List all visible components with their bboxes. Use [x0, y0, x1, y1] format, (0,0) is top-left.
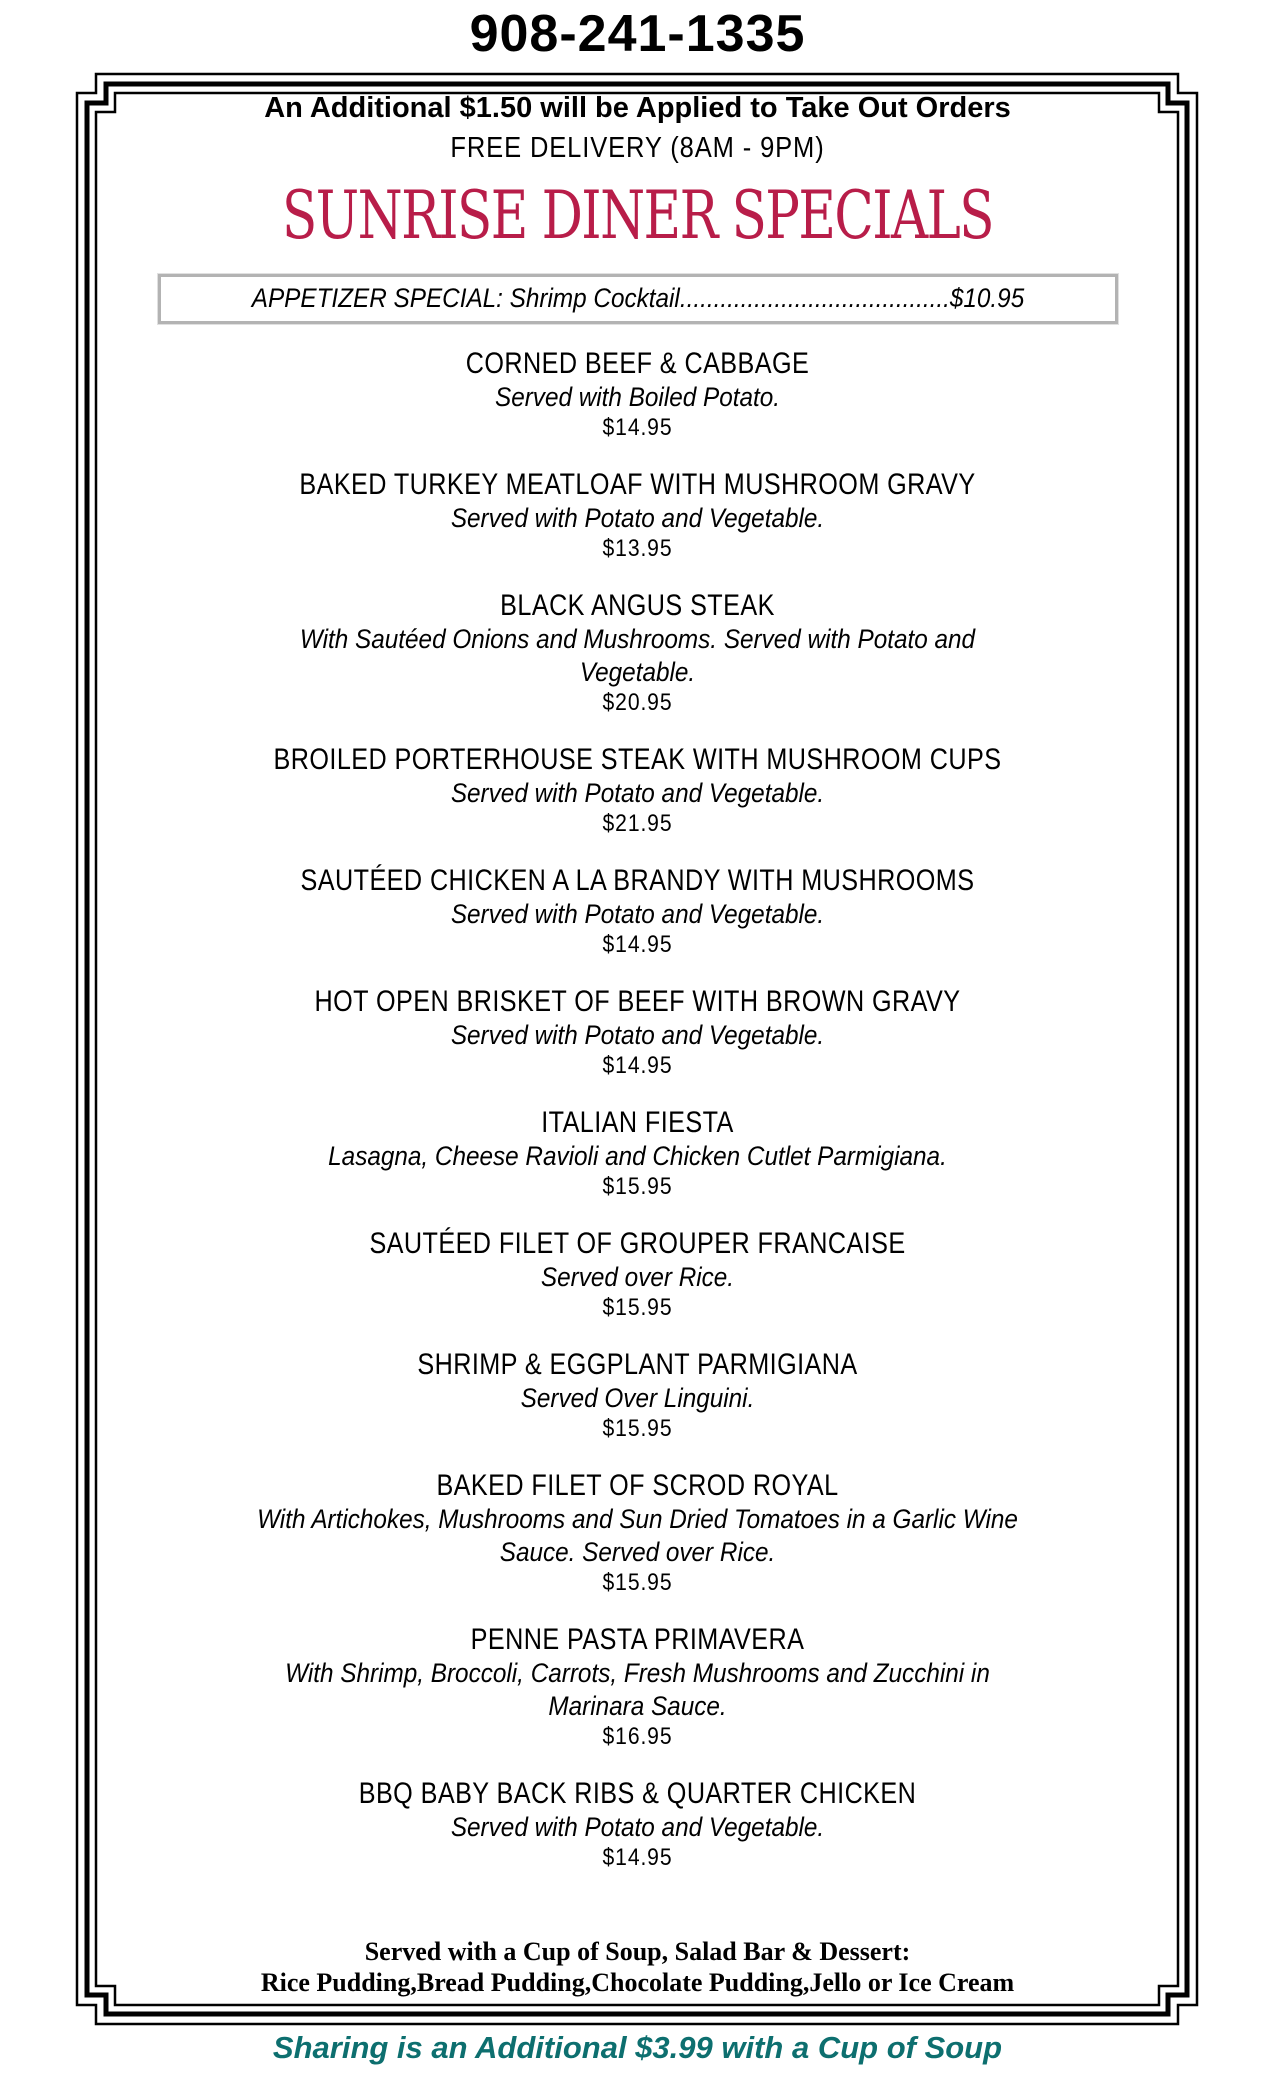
item-description-line: Served with Potato and Vegetable. [450, 503, 825, 533]
menu-items-list [0, 346, 1275, 1872]
menu-item [0, 346, 1275, 442]
item-description-line: Served over Rice. [540, 1262, 735, 1292]
menu-item [0, 1622, 1275, 1751]
item-name: HOT OPEN BRISKET OF BEEF WITH BROWN GRAVY [314, 985, 961, 1018]
menu-item [0, 863, 1275, 959]
footer-dessert-line: Rice Pudding,Bread Pudding,Chocolate Pudding,Jello or Ice Cream [260, 1968, 1015, 1997]
item-price: $14.95 [602, 414, 673, 441]
item-description-line: With Shrimp, Broccoli, Carrots, Fresh Mushrooms and Zucchini in [285, 1658, 990, 1688]
footer-included-note [0, 1936, 1275, 1998]
item-name: PENNE PASTA PRIMAVERA [470, 1623, 805, 1656]
menu-item [0, 1776, 1275, 1872]
sharing-notice: Sharing is an Additional $3.99 with a Cup of Soup [272, 2030, 1003, 2065]
item-description-line: Marinara Sauce. [548, 1691, 727, 1721]
menu-item [0, 1468, 1275, 1597]
item-name: ITALIAN FIESTA [541, 1106, 734, 1139]
item-price: $15.95 [602, 1569, 673, 1596]
item-description-line: Served with Potato and Vegetable. [450, 1812, 825, 1842]
item-description-line: Served with Potato and Vegetable. [450, 778, 825, 808]
item-description [0, 502, 1275, 535]
item-description [0, 1382, 1275, 1415]
appetizer-special-price: $10.95 [949, 283, 1024, 313]
item-description-line: With Artichokes, Mushrooms and Sun Dried Tomatoes in a Garlic Wine [257, 1504, 1018, 1534]
menu-item [0, 467, 1275, 563]
menu-item [0, 1226, 1275, 1322]
takeout-notice: An Additional $1.50 will be Applied to Take Out Orders [264, 92, 1011, 124]
item-description-line: Served with Potato and Vegetable. [450, 899, 825, 929]
item-price: $14.95 [602, 931, 673, 958]
item-price: $15.95 [602, 1173, 673, 1200]
item-price: $21.95 [602, 810, 673, 837]
item-name: BLACK ANGUS STEAK [500, 589, 775, 622]
item-price: $13.95 [602, 535, 673, 562]
item-name: SHRIMP & EGGPLANT PARMIGIANA [417, 1348, 858, 1381]
item-price: $20.95 [602, 689, 673, 716]
item-name: BAKED TURKEY MEATLOAF WITH MUSHROOM GRAVY [299, 468, 976, 501]
appetizer-special-label: APPETIZER SPECIAL: Shrimp Cocktail [251, 283, 680, 313]
item-price: $15.95 [602, 1294, 673, 1321]
item-name: CORNED BEEF & CABBAGE [465, 347, 810, 380]
item-name: SAUTÉED CHICKEN A LA BRANDY WITH MUSHROOMS [300, 864, 975, 897]
item-description [0, 381, 1275, 414]
item-description-line: Served with Boiled Potato. [494, 382, 781, 412]
item-price: $14.95 [602, 1052, 673, 1079]
item-description-line: Sauce. Served over Rice. [499, 1537, 776, 1567]
page-title: SUNRISE DINER SPECIALS [282, 177, 993, 254]
footer-included-line: Served with a Cup of Soup, Salad Bar & Dessert: [364, 1937, 911, 1966]
item-description [0, 777, 1275, 810]
item-description [0, 1811, 1275, 1844]
item-name: BBQ BABY BACK RIBS & QUARTER CHICKEN [358, 1777, 917, 1810]
item-price: $14.95 [602, 1844, 673, 1871]
appetizer-special-box [158, 274, 1118, 324]
item-price: $16.95 [602, 1723, 673, 1750]
item-description-line: Served with Potato and Vegetable. [450, 1020, 825, 1050]
item-description [0, 1261, 1275, 1294]
appetizer-dots-leader: ........................................ [679, 283, 950, 313]
appetizer-special-line [217, 283, 1058, 313]
item-name: SAUTÉED FILET OF GROUPER FRANCAISE [369, 1227, 906, 1260]
item-description-line: Lasagna, Cheese Ravioli and Chicken Cutlet Parmigiana. [328, 1141, 947, 1171]
item-description [0, 623, 1275, 689]
item-description [0, 1140, 1275, 1173]
item-name: BAKED FILET OF SCROD ROYAL [436, 1469, 839, 1502]
free-delivery-notice: FREE DELIVERY (8AM - 9PM) [450, 132, 825, 164]
item-description-line: With Sautéed Onions and Mushrooms. Served with Potato and [299, 624, 976, 654]
item-description [0, 898, 1275, 931]
item-price: $15.95 [602, 1415, 673, 1442]
item-description [0, 1503, 1275, 1569]
item-description [0, 1019, 1275, 1052]
item-description-line: Vegetable. [579, 657, 696, 687]
item-name: BROILED PORTERHOUSE STEAK WITH MUSHROOM CUPS [273, 743, 1002, 776]
menu-item [0, 1105, 1275, 1201]
menu-item [0, 588, 1275, 717]
menu-item [0, 984, 1275, 1080]
item-description [0, 1657, 1275, 1723]
item-description-line: Served Over Linguini. [520, 1383, 755, 1413]
menu-item [0, 742, 1275, 838]
menu-item [0, 1347, 1275, 1443]
phone-number: 908-241-1335 [469, 5, 806, 63]
